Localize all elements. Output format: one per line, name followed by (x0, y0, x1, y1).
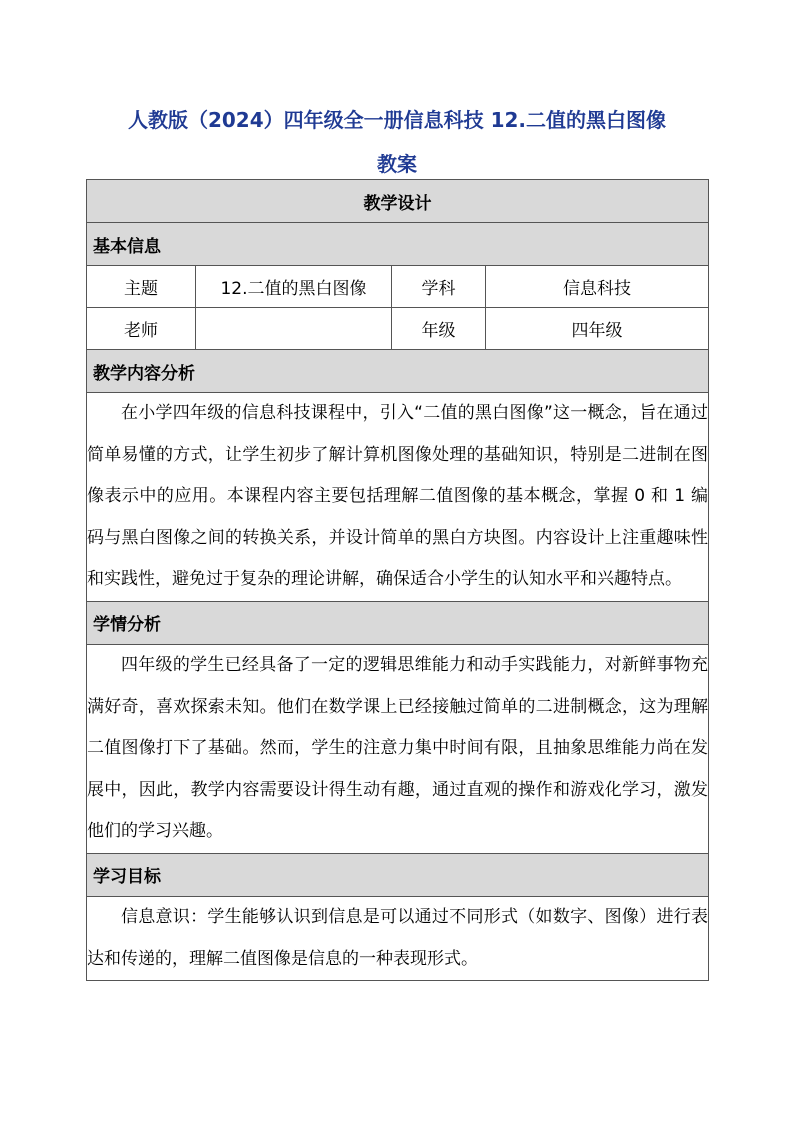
grade-value: 四年级 (486, 308, 709, 350)
topic-value: 12.二值的黑白图像 (196, 266, 392, 308)
info-row-topic (87, 266, 709, 308)
topic-label: 主题 (87, 266, 196, 308)
section-learning-objectives: 学习目标 (87, 853, 709, 896)
teacher-value (196, 308, 392, 350)
subject-label: 学科 (392, 266, 486, 308)
section-student-analysis: 学情分析 (87, 601, 709, 644)
info-row-teacher (87, 308, 709, 350)
document-title-line2: 教案 (377, 152, 417, 176)
section-content-analysis: 教学内容分析 (87, 350, 709, 393)
lesson-plan-table (86, 179, 709, 981)
subject-value: 信息科技 (486, 266, 709, 308)
student-analysis-text: 四年级的学生已经具备了一定的逻辑思维能力和动手实践能力，对新鲜事物充满好奇，喜欢探索未知。他们在数学课上已经接触过简单的二进制概念，这为理解二值图像打下了基础。然而，学生的注意力集中时间有限，且抽象思维能力尚在发展中，因此，教学内容需要设计得生动有趣，通过直观的操作和游戏化学习，激发他们的学习兴趣。 (87, 644, 709, 853)
section-basic-info: 基本信息 (87, 223, 709, 266)
learning-objectives-text: 信息意识：学生能够认识到信息是可以通过不同形式（如数字、图像）进行表达和传递的，理解二值图像是信息的一种表现形式。 (87, 896, 709, 980)
document-title: 人教版（2024）四年级全一册信息科技 12.二值的黑白图像 (127, 108, 667, 132)
grade-label: 年级 (392, 308, 486, 350)
content-analysis-text: 在小学四年级的信息科技课程中，引入“二值的黑白图像”这一概念，旨在通过简单易懂的方式，让学生初步了解计算机图像处理的基础知识，特别是二进制在图像表示中的应用。本课程内容主要包括理解二值图像的基本概念，掌握 0 和 1 编码与黑白图像之间的转换关系，并设计简单的黑白方块图。内容设计上注重趣味性和实践性，避免过于复杂的理论讲解，确保适合小学生的认知水平和兴趣特点。 (87, 393, 709, 602)
teacher-label: 老师 (87, 308, 196, 350)
table-header: 教学设计 (87, 180, 709, 223)
